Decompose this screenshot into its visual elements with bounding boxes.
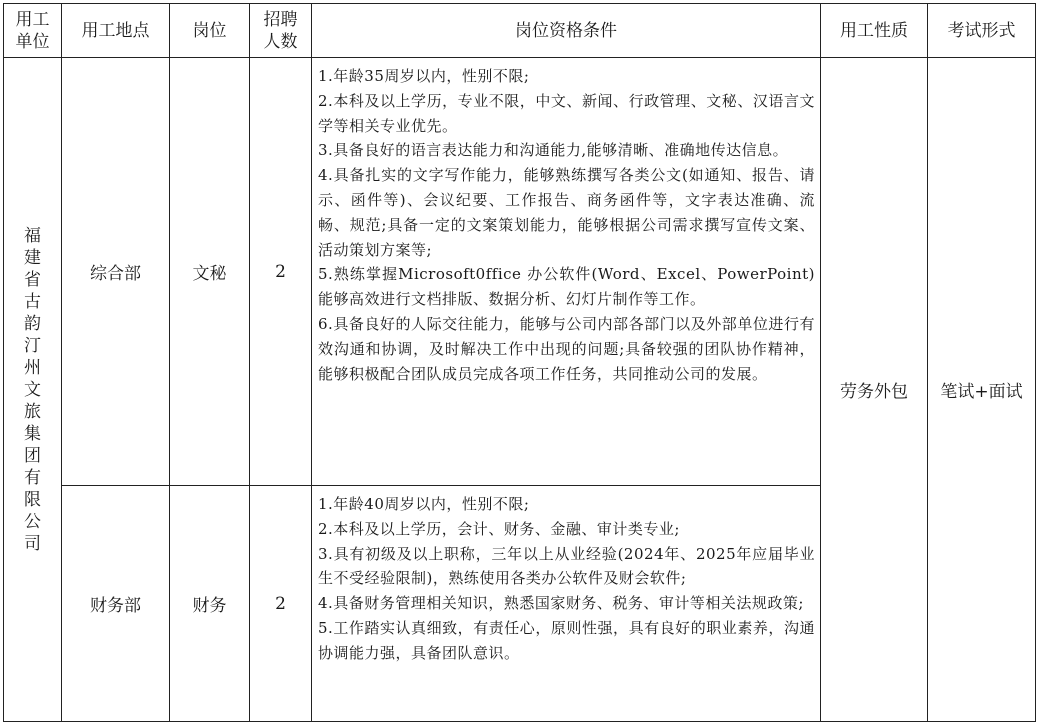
requirement-item: 3.具备良好的语言表达能力和沟通能力,能够清晰、准确地传达信息。 <box>318 141 789 160</box>
requirement-item: 5.熟练掌握Microsoft0ffice 办公软件(Word、Excel、PowerPoint)能够高效进行文档排版、数据分析、幻灯片制作等工作。 <box>318 265 815 309</box>
table-row <box>4 58 1036 486</box>
location-cell: 综合部 <box>62 58 170 486</box>
requirement-item: 6.具备良好的人际交往能力，能够与公司内部各部门以及外部单位进行有效沟通和协调，及时解决工作中出现的问题;具备较强的团队协作精神，能够积极配合团队成员完成各项工作任务，共同推动公司的发展。 <box>318 314 815 383</box>
header-unit: 用工单位 <box>4 4 62 58</box>
header-nature: 用工性质 <box>821 4 928 58</box>
location-cell: 财务部 <box>62 486 170 722</box>
nature-cell: 劳务外包 <box>821 58 928 722</box>
header-location: 用工地点 <box>62 4 170 58</box>
requirement-item: 1.年龄40周岁以内，性别不限; <box>318 495 530 513</box>
position-cell: 财务 <box>170 486 250 722</box>
unit-name-cell <box>4 58 62 722</box>
recruitment-table <box>3 3 1036 722</box>
header-count: 招聘人数 <box>250 4 312 58</box>
requirements-cell <box>312 486 821 722</box>
requirement-item: 5.工作踏实认真细致，有责任心，原则性强，具有良好的职业素养，沟通协调能力强，具备团队意识。 <box>318 618 815 662</box>
exam-cell: 笔试+面试 <box>928 58 1036 722</box>
requirement-item: 2.本科及以上学历，会计、财务、金融、审计类专业; <box>318 519 680 538</box>
header-row <box>4 4 1036 58</box>
requirement-item: 4.具备扎实的文字写作能力，能够熟练撰写各类公文(如通知、报告、请示、函件等)、会议纪要、工作报告、商务函件等，文字表达准确、流畅、规范;具备一定的文案策划能力，能够根据公司需求撰写宣传文案、活动策划方案等; <box>318 166 815 259</box>
unit-name: 福建省古韵汀州文旅集团有限公司 <box>24 225 41 554</box>
requirement-item: 4.具备财务管理相关知识，熟悉国家财务、税务、审计等相关法规政策; <box>318 594 804 613</box>
header-position: 岗位 <box>170 4 250 58</box>
requirements-cell <box>312 58 821 486</box>
requirement-item: 3.具有初级及以上职称，三年以上从业经验(2024年、2025年应届毕业生不受经验限制)，熟练使用各类办公软件及财会软件; <box>318 544 815 588</box>
position-cell: 文秘 <box>170 58 250 486</box>
requirement-item: 1.年龄35周岁以内，性别不限; <box>318 67 530 85</box>
count-cell: 2 <box>250 58 312 486</box>
header-exam: 考试形式 <box>928 4 1036 58</box>
requirement-item: 2.本科及以上学历，专业不限，中文、新闻、行政管理、文秘、汉语言文学等相关专业优先。 <box>318 91 815 135</box>
count-cell: 2 <box>250 486 312 722</box>
header-requirements: 岗位资格条件 <box>312 4 821 58</box>
